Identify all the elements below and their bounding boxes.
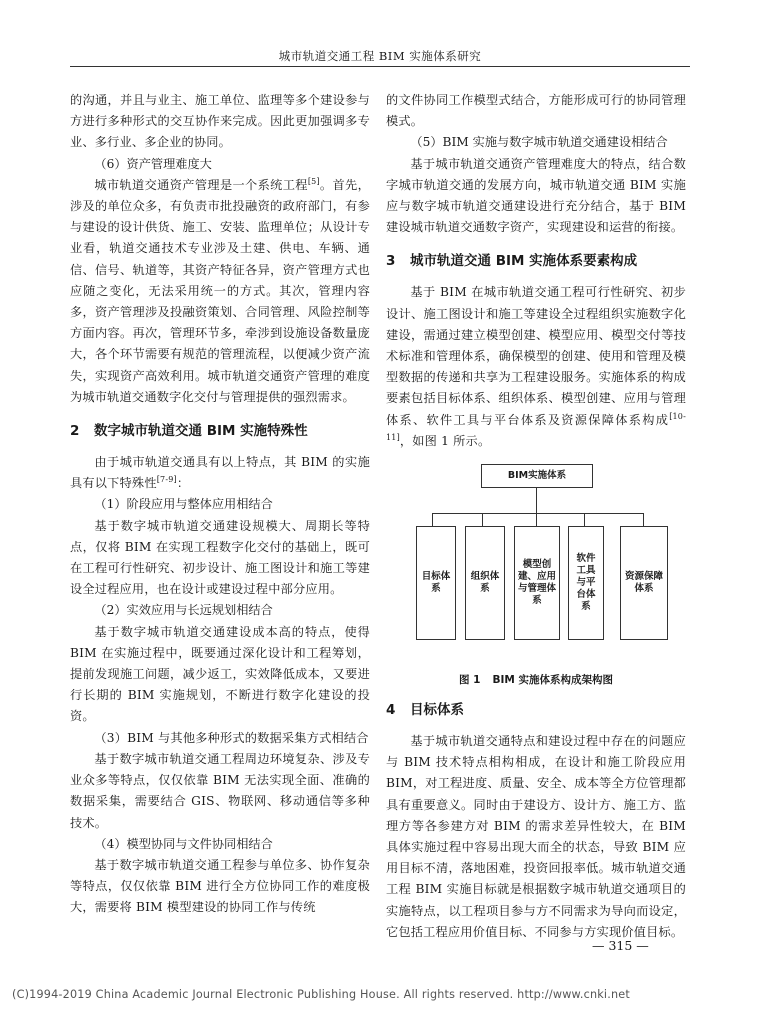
section-title: 数字城市轨道交通 BIM 实施特殊性 bbox=[94, 423, 308, 440]
subheading: （4）模型协同与文件协同相结合 bbox=[94, 836, 273, 851]
subheading: （1）阶段应用与整体应用相结合 bbox=[94, 497, 273, 512]
section-heading bbox=[386, 701, 686, 719]
subheading: （5）BIM 实施与数字城市轨道交通建设相结合 bbox=[410, 135, 668, 150]
section-title: 目标体系 bbox=[410, 702, 464, 719]
section-heading bbox=[386, 252, 686, 270]
running-header: 城市轨道交通工程 BIM 实施体系研究 bbox=[278, 49, 482, 63]
figure-connector bbox=[536, 487, 537, 513]
figure-root-box: BIM实施体系 bbox=[481, 464, 593, 488]
section-number: 3 bbox=[386, 253, 396, 270]
text-run: ： bbox=[176, 476, 190, 491]
paragraph: 基于城市轨道交通特点和建设过程中存在的问题应与 BIM 技术特点相构相成，在设计和施工阶段应用 BIM，对工程进度、质量、安全、成本等全方位管理都具有重要意义。同时由于建设方、设计方、施工方、监理方等各参建方对 BIM 的需求差异性较大，在 BIM 具体实施过程中容易出现大而全的状态，导致 BIM 应用目标不清，落地困难，投资回报率低。城市轨道交通工程 BIM 实施目标就是根据数字城市轨道交通项目的实施特点，以工程项目参与方不同需求为导向而设定，它包括工程应用价值目标、不同参与方实现价值目标。 bbox=[386, 734, 686, 939]
figure-connector bbox=[432, 513, 643, 514]
right-column bbox=[386, 90, 686, 943]
figure-connector bbox=[432, 513, 433, 526]
paragraph: 基于城市轨道交通资产管理难度大的特点，结合数字城市轨道交通的发展方向，城市轨道交通 BIM 实施应与数字城市轨道交通建设进行充分结合，基于 BIM 建设城市轨道交通数字资产，实现建设和运营的衔接。 bbox=[386, 156, 686, 235]
paragraph bbox=[70, 175, 370, 408]
paragraph: 基于数字城市轨道交通工程周边环境复杂、涉及专业众多等特点，仅仅依靠 BIM 无法实现全面、准确的数据采集，需要结合 GIS、物联网、移动通信等多种技术。 bbox=[70, 751, 370, 830]
header-rule bbox=[70, 66, 690, 67]
section-number: 4 bbox=[386, 702, 396, 719]
paragraph: 基于数字城市轨道交通建设规模大、周期长等特点，仅将 BIM 在实现工程数字化交付的基础上，既可在工程可行性研究、初步设计、施工图设计和施工等建设全过程应用，也在设计或建设过程中部分应用。 bbox=[70, 518, 370, 597]
caption-text: BIM 实施体系构成架构图 bbox=[492, 674, 613, 687]
figure-connector bbox=[643, 513, 644, 526]
paragraph: 的沟通，并且与业主、施工单位、监理等多个建设参与方进行多种形式的交互协作来完成。因此更加强调多专业、多行业、多企业的协同。 bbox=[70, 93, 370, 150]
text-run: 由于城市轨道交通具有以上特点，其 BIM 的实施具有以下特殊性 bbox=[70, 455, 370, 491]
caption-number: 图 1 bbox=[459, 674, 481, 687]
text-run: 。首先，涉及的单位众多，有负责市批投融资的政府部门，有参与建设的设计供货、施工、安装、监理单位；从设计专业看，轨道交通技术专业涉及土建、供电、车辆、通信、信号、轨道等，其资产特征各异，资产管理方式也应随之变化，无法采用统一的方式。其次，管理内容多，资产管理涉及投融资策划、合同管理、风险控制等方面内容。再次，管理环节多，牵涉到设施设备数量庞大，各个环节需要有规范的管理流程，以便减少资产流失，实现资产高效利用。城市轨道交通资产管理的难度为城市轨道交通数字化交付与管理提供的强烈需求。 bbox=[70, 177, 370, 404]
text-run: 基于 BIM 在城市轨道交通工程可行性研究、初步设计、施工图设计和施工等建设全过程组织实施数字化建设，需通过建立模型创建、模型应用、模型交付等技术标准和管理体系，确保模型的创建、使用和管理及模型数据的传递和共享为工程建设服务。实施体系的构成要素包括目标体系、组织体系、模型创建、应用与管理体系、软件工具与平台体系及资源保障体系构成 bbox=[386, 285, 686, 427]
figure-connector bbox=[584, 513, 585, 526]
citation: [10-11] bbox=[386, 411, 686, 442]
page-number: — 315 — bbox=[592, 938, 649, 953]
copyright-watermark: (C)1994-2019 China Academic Journal Electronic Publishing House. All rights reserved. http://www.cnki.net bbox=[12, 988, 630, 1001]
section-title: 城市轨道交通 BIM 实施体系要素构成 bbox=[410, 253, 638, 270]
subheading: （6）资产管理难度大 bbox=[94, 156, 212, 171]
subheading: （2）实效应用与长远规划相结合 bbox=[94, 603, 273, 618]
text-run: 城市轨道交通资产管理是一个系统工程 bbox=[94, 177, 308, 192]
text-run: ，如图 1 所示。 bbox=[399, 433, 491, 448]
figure-child-box: 目标体系 bbox=[416, 526, 456, 640]
figure-caption bbox=[386, 672, 686, 687]
paragraph: 基于数字城市轨道交通工程参与单位多、协作复杂等特点，仅仅依靠 BIM 进行全方位协同工作的难度极大，需要将 BIM 模型建设的协同工作与传统 bbox=[70, 857, 370, 915]
figure-bim-framework bbox=[386, 456, 686, 666]
left-column bbox=[70, 90, 370, 919]
figure-child-box: 组织体系 bbox=[465, 526, 505, 640]
figure-connector bbox=[536, 513, 537, 526]
figure-child-box: 软件工具与平台体系 bbox=[568, 526, 604, 640]
figure-connector bbox=[482, 513, 483, 526]
paragraph: 的文件协同工作模型式结合，方能形成可行的协同管理模式。 bbox=[386, 93, 686, 129]
paragraph: 基于数字城市轨道交通建设成本高的特点，使得 BIM 在实施过程中，既要通过深化设计和工程筹划，提前发现施工问题，减少返工，实效降低成本，又要进行长期的 BIM 实施规划，不断进行数字化建设的投资。 bbox=[70, 624, 370, 724]
paragraph bbox=[70, 452, 370, 494]
citation: [7-9] bbox=[156, 475, 177, 485]
subheading: （3）BIM 与其他多种形式的数据采集方式相结合 bbox=[94, 730, 369, 745]
figure-child-box: 模型创建、应用与管理体系 bbox=[514, 526, 560, 640]
figure-child-box: 资源保障体系 bbox=[620, 526, 668, 640]
section-number: 2 bbox=[70, 423, 80, 440]
section-heading bbox=[70, 422, 370, 440]
citation: [5] bbox=[307, 176, 320, 186]
paragraph bbox=[386, 282, 686, 452]
